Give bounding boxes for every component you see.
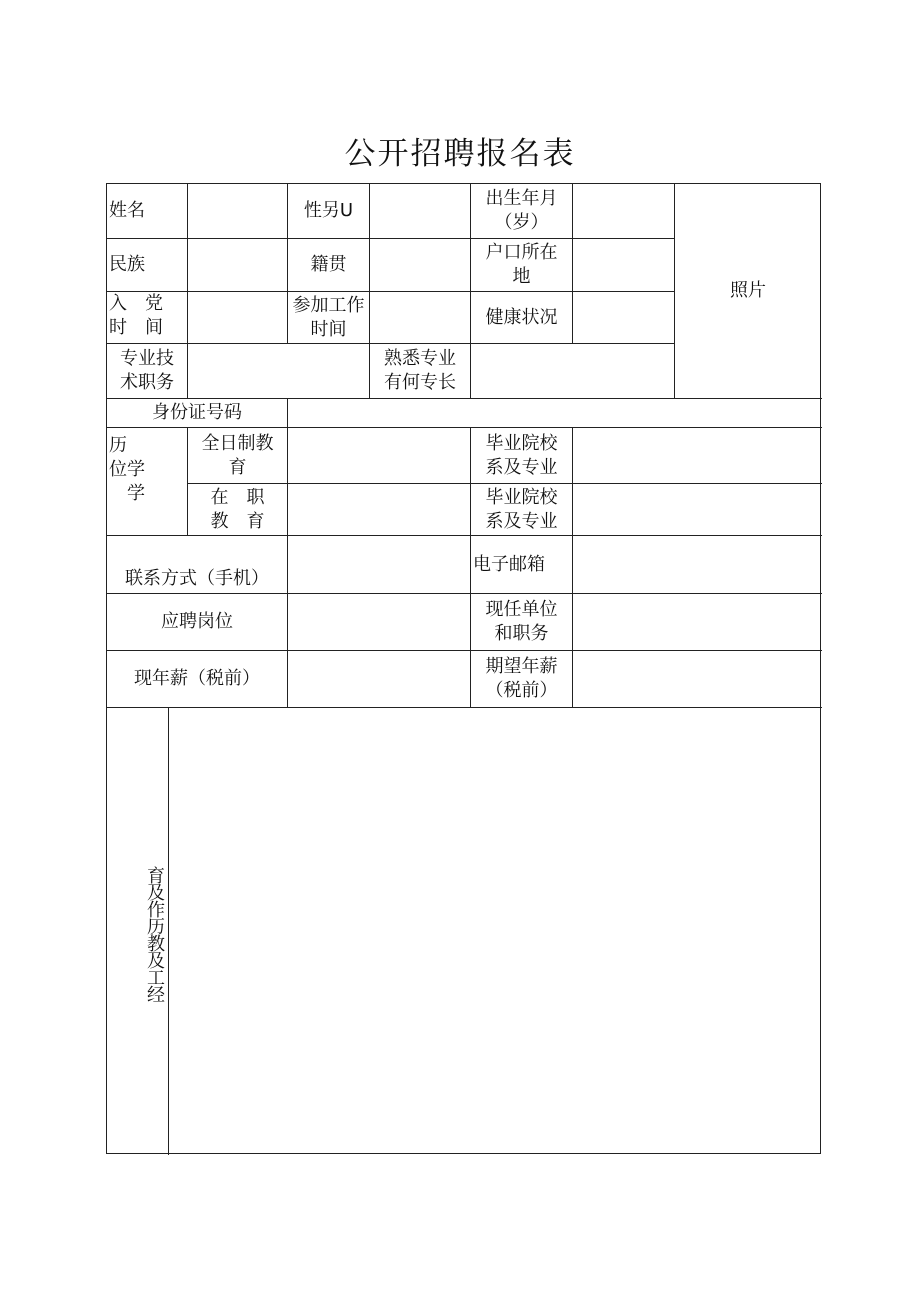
- party-join-label: [107, 292, 187, 343]
- party-join-label-line1: 入 党: [109, 293, 163, 314]
- grad-school-label-1: 毕业院校 系及专业: [485, 432, 558, 478]
- title-post-label: 专业技 术职务: [120, 348, 174, 393]
- ethnicity-field[interactable]: [188, 239, 287, 291]
- expected-salary-label: 期望年薪 （税前）: [485, 656, 558, 701]
- birth-label: 出生年月 （岁）: [485, 188, 558, 233]
- title-post-field[interactable]: [188, 344, 369, 398]
- email-label: 电子邮箱: [473, 553, 545, 575]
- name-field[interactable]: [188, 184, 287, 238]
- registration-form-table: [106, 183, 821, 1154]
- gender-field[interactable]: [370, 184, 470, 238]
- fulltime-edu-field[interactable]: [288, 428, 470, 483]
- work-start-label: 参加工作 时间: [292, 294, 365, 340]
- position-field[interactable]: [288, 594, 470, 650]
- health-label: 健康状况: [485, 306, 558, 328]
- hukou-field[interactable]: [573, 239, 674, 291]
- party-join-label-line2: 时 间: [109, 317, 163, 338]
- inservice-edu-label: [188, 484, 287, 535]
- education-group-col1: 历位: [109, 435, 127, 480]
- native-place-field[interactable]: [370, 239, 470, 291]
- work-start-field[interactable]: [370, 292, 470, 343]
- current-unit-label: 现任单位 和职务: [485, 599, 558, 644]
- current-salary-label: 现年薪（税前）: [134, 668, 260, 689]
- ethnicity-label: 民族: [109, 254, 145, 275]
- inservice-edu-label-line2: 教 育: [210, 510, 265, 532]
- grad-school-label-2: 毕业院校 系及专业: [485, 486, 558, 532]
- contact-field[interactable]: [288, 536, 470, 593]
- specialty-field[interactable]: [471, 344, 674, 398]
- experience-field[interactable]: [169, 708, 821, 1154]
- education-group-label: [109, 434, 145, 528]
- inservice-edu-label-line1: 在 职: [210, 486, 265, 508]
- fulltime-edu-label: 全日制教 育: [201, 432, 274, 478]
- party-join-field[interactable]: [188, 292, 287, 343]
- education-group-col2: 学学: [127, 459, 145, 504]
- email-field[interactable]: [573, 536, 821, 593]
- id-number-field[interactable]: [288, 399, 821, 427]
- experience-label: 育及作历教及工经: [144, 866, 165, 1002]
- hukou-label: 户口所在 地: [485, 242, 558, 287]
- native-place-label: 籍贯: [310, 254, 347, 275]
- position-label: 应聘岗位: [161, 611, 233, 632]
- inservice-edu-field[interactable]: [288, 484, 470, 535]
- id-number-label: 身份证号码: [152, 402, 242, 423]
- birth-field[interactable]: [573, 184, 674, 238]
- specialty-label: 熟悉专业 有何专长: [384, 348, 456, 393]
- contact-label: 联系方式（手机）: [125, 568, 269, 589]
- gender-label: 性另U: [303, 200, 354, 221]
- current-unit-field[interactable]: [573, 594, 821, 650]
- photo-box[interactable]: 照片: [730, 280, 766, 301]
- grad-school-field-1[interactable]: [573, 428, 821, 483]
- name-label: 姓名: [109, 200, 145, 221]
- form-title: 公开招聘报名表: [344, 136, 576, 172]
- grad-school-field-2[interactable]: [573, 484, 821, 535]
- current-salary-field[interactable]: [288, 651, 470, 707]
- health-field[interactable]: [573, 292, 674, 343]
- expected-salary-field[interactable]: [573, 651, 821, 707]
